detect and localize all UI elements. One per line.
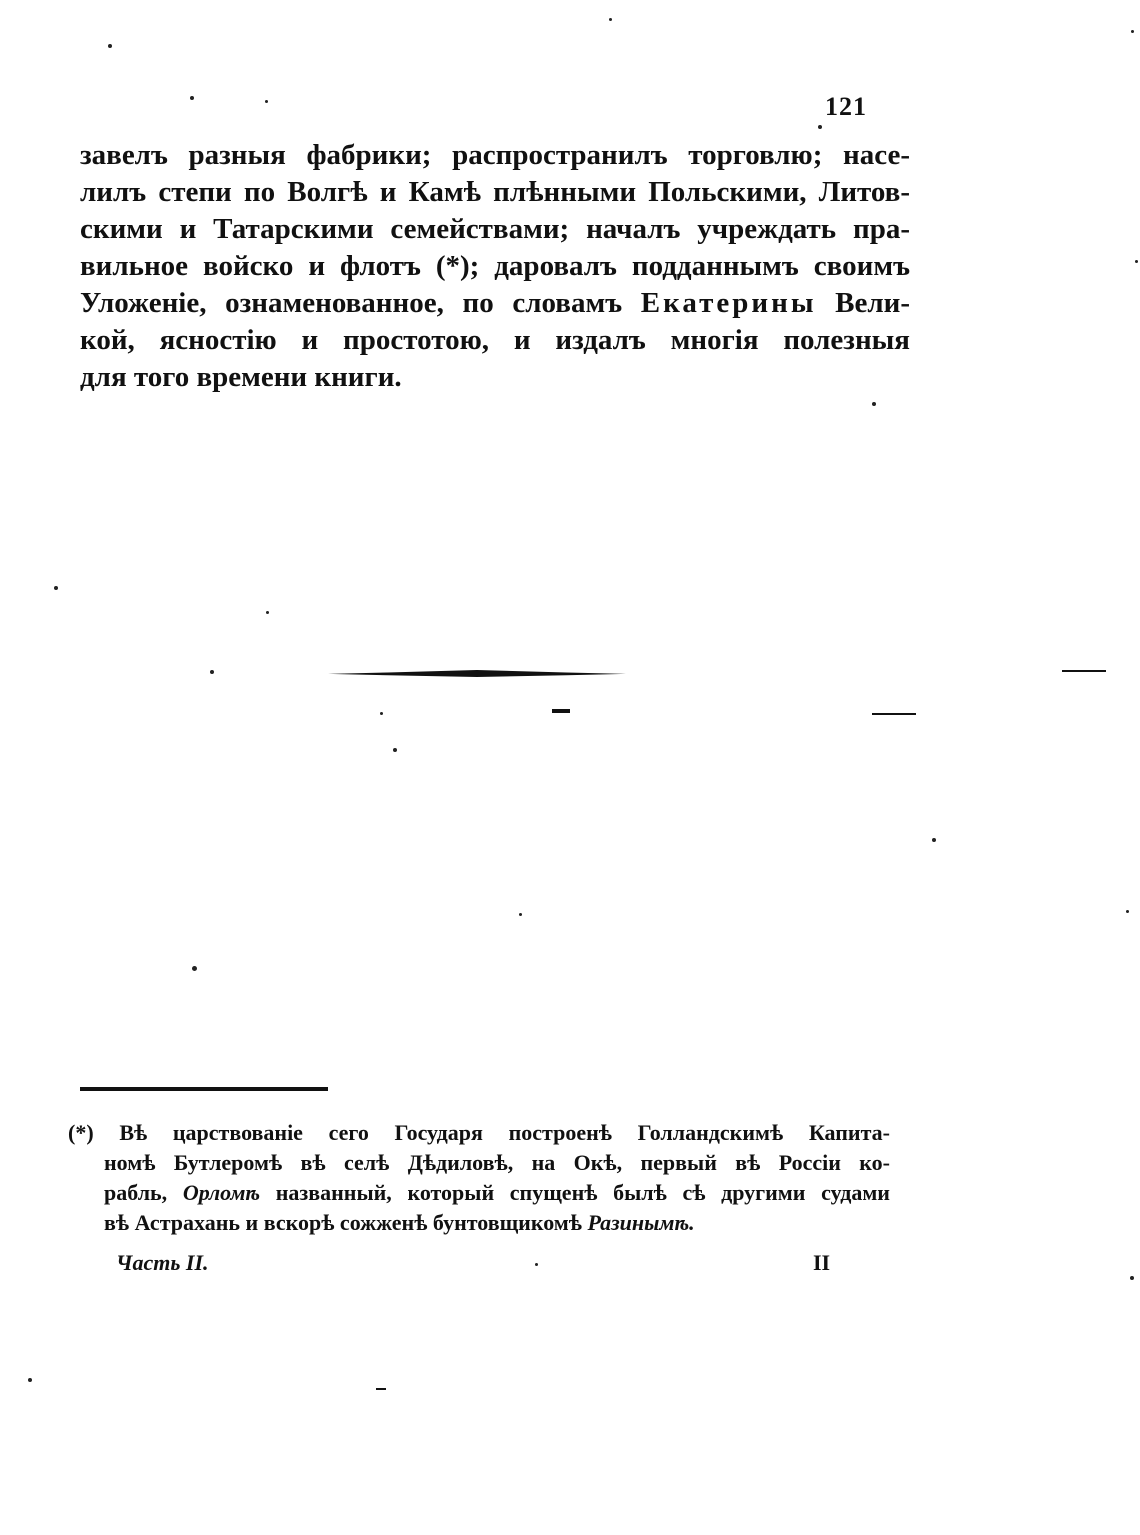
scan-speck bbox=[28, 1378, 32, 1382]
scan-speck bbox=[265, 100, 268, 103]
footnote-line-3 bbox=[68, 1178, 890, 1208]
scan-speck bbox=[1130, 1276, 1134, 1280]
footnote-line-4 bbox=[68, 1208, 890, 1238]
scan-speck bbox=[1131, 30, 1134, 33]
scan-speck bbox=[932, 838, 936, 842]
footnote-rule bbox=[80, 1087, 328, 1091]
scan-speck bbox=[54, 586, 58, 590]
scan-speck bbox=[818, 125, 822, 129]
body-line-6: кой, ясностію и простотою, и издалъ многія полезныя bbox=[80, 324, 910, 356]
body-line-3: скими и Татарскими семействами; началъ учреждать пра- bbox=[80, 213, 910, 245]
body-line-7: для того времени книги. bbox=[80, 361, 402, 393]
scan-speck bbox=[1126, 910, 1129, 913]
ship-name-orel: Орломѣ bbox=[182, 1180, 261, 1205]
scan-speck bbox=[192, 966, 197, 971]
sheet-mark: II bbox=[813, 1250, 831, 1275]
scan-dash bbox=[552, 709, 570, 713]
footnote-line-4-a: вѣ Астрахань и вскорѣ сожженѣ бунтовщикомѣ bbox=[104, 1210, 588, 1235]
main-paragraph bbox=[80, 137, 910, 396]
scan-dash bbox=[1062, 670, 1106, 672]
footnote bbox=[68, 1118, 890, 1238]
scan-speck bbox=[1135, 260, 1138, 263]
scan-speck bbox=[393, 748, 397, 752]
footnote-line-3-a: рабль, bbox=[104, 1180, 183, 1205]
scan-speck bbox=[380, 712, 383, 715]
body-line-2: лилъ степи по Волгѣ и Камѣ плѣнными Польскими, Литов- bbox=[80, 176, 910, 208]
scan-speck bbox=[266, 611, 269, 614]
scan-dash bbox=[872, 713, 916, 715]
scan-speck bbox=[609, 18, 612, 21]
body-line-4: вильное войско и флотъ (*); даровалъ подданнымъ своимъ bbox=[80, 250, 910, 282]
body-line-5 bbox=[80, 285, 910, 322]
scan-speck bbox=[872, 402, 876, 406]
signature-mark: Часть II. bbox=[116, 1250, 209, 1275]
scan-speck bbox=[108, 44, 112, 48]
scan-dash bbox=[376, 1388, 386, 1390]
body-line-1: завелъ разныя фабрики; распространилъ торговлю; насе- bbox=[80, 139, 910, 171]
footnote-line-1: (*) Вѣ царствованіе сего Государя построенѣ Голландскимѣ Капита- bbox=[68, 1120, 890, 1145]
footnote-line-2: номѣ Бутлеромѣ вѣ селѣ Дѣдиловѣ, на Окѣ, первый вѣ Россіи ко- bbox=[104, 1150, 890, 1175]
section-divider bbox=[328, 670, 626, 677]
scan-speck bbox=[210, 670, 214, 674]
scan-speck bbox=[535, 1263, 538, 1266]
page-number: 121 bbox=[825, 92, 867, 121]
body-line-5-end: Вели- bbox=[816, 287, 910, 319]
scan-speck bbox=[519, 913, 522, 916]
footnote-line-3-c: названный, который спущенѣ былѣ сѣ другими судами bbox=[260, 1180, 890, 1205]
scan-speck bbox=[190, 96, 194, 100]
name-razin: Разинымѣ. bbox=[587, 1210, 695, 1235]
name-ekaterina: Екатерины bbox=[640, 287, 817, 319]
body-line-5-start: Уложеніе, ознаменованное, по словамъ bbox=[80, 287, 641, 319]
